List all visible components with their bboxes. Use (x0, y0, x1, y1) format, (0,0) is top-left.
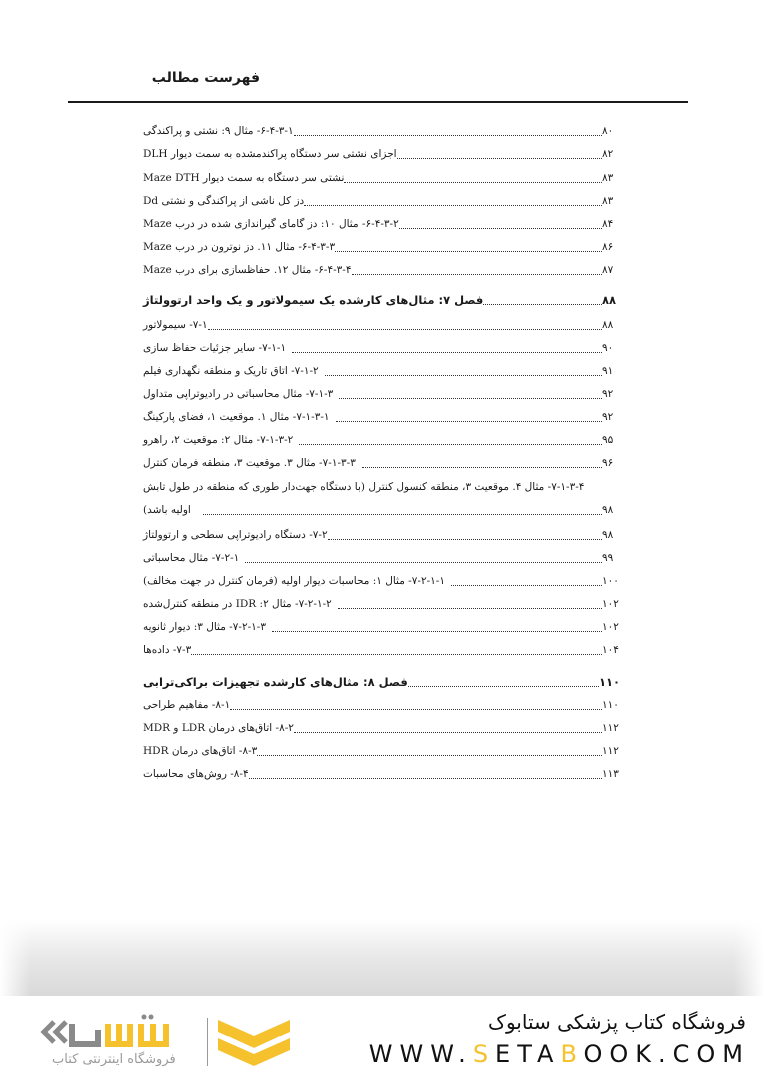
toc-entry[interactable] (140, 338, 622, 358)
toc-entry-page: ۱۰۲ (602, 621, 619, 633)
toc-chapter-7[interactable] (140, 290, 622, 310)
logo-tagline: فروشگاه اینترنتی کتاب (52, 1052, 176, 1067)
leader-dots (191, 653, 602, 655)
toc-entry[interactable] (140, 718, 622, 738)
leader-dots (399, 227, 602, 229)
store-name: فروشگاه کتاب پزشکی ستابوک (488, 1010, 746, 1034)
leader-dots (339, 397, 602, 399)
toc-entry-title: ۷-۲-۱-۲- مثال ۲: IDR در منطقه کنترل‌شده (143, 598, 332, 610)
toc-entry-title: ۷-۳- داده‌ها (143, 644, 192, 656)
toc-entry-page: ۱۱۲ (602, 722, 619, 734)
toc-entry[interactable] (140, 315, 622, 335)
leader-dots (328, 538, 602, 540)
toc-entry-title: فصل ۷: مثال‌های کارشده یک سیمولاتور و یک واحد ارتوولتاژ (143, 293, 484, 307)
toc-entry[interactable] (140, 453, 622, 473)
leader-dots (294, 731, 602, 733)
toc-entry-title: نشتی سر دستگاه به سمت دیوار Maze DTH (143, 172, 345, 184)
toc-entry-page: ۸۸ (602, 319, 614, 331)
leader-dots (344, 181, 602, 183)
toc-entry-title: ۷-۱-۳- مثال محاسباتی در رادیوتراپی متداول (143, 388, 334, 400)
toc-entry[interactable] (140, 214, 622, 234)
toc-entry[interactable] (140, 548, 622, 568)
toc-entry[interactable] (140, 640, 622, 660)
toc-entry[interactable] (140, 594, 622, 614)
toc-entry-title: ۷-۲-۱- مثال محاسباتی (143, 552, 240, 564)
setabook-wordmark-icon[interactable] (40, 1014, 200, 1050)
leader-dots (408, 685, 599, 687)
leader-dots (292, 351, 602, 353)
toc-entry[interactable] (140, 260, 622, 280)
toc-entry-title: ۷-۱- سیمولاتور (143, 319, 208, 331)
toc-entry-title: ۶-۴-۳-۲- مثال ۱۰: دز گامای گیراندازی شده در درب Maze (143, 218, 399, 230)
toc-entry-page: ۱۱۰ (602, 699, 619, 711)
toc-entry-page: ۹۲ (602, 411, 614, 423)
toc-entry-title: ۸-۲- اتاق‌های درمان LDR و MDR (143, 722, 294, 734)
toc-entry-title: فصل ۸: مثال‌های کارشده تجهیزات براکی‌ترابی (143, 675, 408, 689)
toc-entry[interactable] (140, 571, 622, 591)
toc-entry[interactable] (140, 617, 622, 637)
toc-entry-page: ۸۲ (602, 148, 614, 160)
toc-entry-title: دز کل ناشی از پراکندگی و نشتی Dd (143, 195, 305, 207)
toc-entry-page: ۹۶ (602, 457, 614, 469)
url-eta: ETA (495, 1040, 561, 1068)
leader-dots (397, 157, 602, 159)
toc-entry-page: ۸۷ (602, 264, 614, 276)
toc-entry-title: ۸-۳- اتاق‌های درمان HDR (143, 745, 258, 757)
url-prefix: WWW. (368, 1040, 473, 1068)
toc-entry[interactable] (140, 384, 622, 404)
toc-entry[interactable] (140, 430, 622, 450)
toc-entry-page: ۱۰۰ (602, 575, 619, 587)
toc-entry[interactable] (140, 237, 622, 257)
toc-entry-page: ۸۳ (602, 195, 614, 207)
leader-dots (208, 328, 602, 330)
toc-entry-page: ۱۱۳ (602, 768, 619, 780)
url-highlight-s: S (472, 1040, 496, 1068)
leader-dots (272, 630, 602, 632)
toc-entry-title: ۸-۴- روش‌های محاسبات (143, 768, 249, 780)
toc-entry-page: ۹۹ (602, 552, 614, 564)
leader-dots (338, 607, 602, 609)
toc-entry[interactable] (140, 741, 622, 761)
toc-entry[interactable] (140, 144, 622, 164)
toc-entry-title: ۷-۲-۱-۱- مثال ۱: محاسبات دیوار اولیه (فرمان کنترل در جهت مخالف) (143, 575, 445, 587)
toc-entry-page: ۸۶ (602, 241, 614, 253)
page-bottom-shadow (0, 920, 764, 996)
toc-chapter-8[interactable] (140, 672, 622, 692)
toc-entry-title: ۷-۲- دستگاه رادیوتراپی سطحی و ارتوولتاژ (143, 529, 328, 541)
leader-dots (336, 420, 602, 422)
toc-entry-title: ۷-۲-۱-۳- مثال ۳: دیوار ثانویه (143, 621, 266, 633)
toc-entry-title: ۶-۴-۳-۱- مثال ۹: نشتی و پراکندگی (143, 125, 294, 137)
page-title: فهرست مطالب (151, 70, 260, 86)
leader-dots (304, 204, 602, 206)
toc-entry-title: اجزای نشتی سر دستگاه پراکندمشده به سمت دیوار DLH (143, 148, 397, 160)
toc-entry-page: ۱۱۰ (598, 675, 620, 689)
leader-dots (299, 443, 602, 445)
toc-entry-title: ۷-۱-۲- اتاق تاریک و منطقه نگهداری فیلم (143, 365, 319, 377)
toc-entry-page: ۸۸ (602, 293, 617, 307)
toc-entry[interactable] (140, 525, 622, 545)
toc-entry-page: ۹۸ (602, 529, 614, 541)
logo-divider (207, 1018, 208, 1066)
leader-dots (451, 584, 602, 586)
leader-dots (230, 708, 602, 710)
toc-entry[interactable] (140, 121, 622, 141)
toc-entry[interactable] (140, 191, 622, 211)
toc-entry-page: ۹۰ (602, 342, 614, 354)
toc-entry-page: ۹۸ (602, 504, 614, 516)
toc-entry-page: ۹۱ (602, 365, 614, 377)
toc-entry-title: ۸-۱- مفاهیم طراحی (143, 699, 231, 711)
toc-entry[interactable] (140, 695, 622, 715)
toc-entry-title: ۶-۴-۳-۳- مثال ۱۱. دز نوترون در درب Maze (143, 241, 336, 253)
leader-dots (203, 513, 602, 515)
toc-entry[interactable] (140, 168, 622, 188)
toc-entry-page: ۸۴ (602, 218, 614, 230)
toc-entry[interactable] (140, 361, 622, 381)
leader-dots (294, 134, 602, 136)
url-suffix: OOK.COM (583, 1040, 750, 1068)
toc-entry-title: ۷-۱-۳-۲- مثال ۲: موقعیت ۲، راهرو (143, 434, 294, 446)
toc-entry-title: اولیه باشد) (143, 504, 191, 516)
toc-entry-page: ۱۱۲ (602, 745, 619, 757)
toc-entry[interactable] (140, 407, 622, 427)
toc-entry-continued[interactable] (140, 500, 622, 520)
store-banner (0, 996, 764, 1080)
toc-entry-title: ۷-۱-۳-۴- مثال ۴. موقعیت ۳، منطقه کنسول کنترل (با دستگاه جهت‌دار طوری که منطقه در طول تابش (143, 481, 585, 493)
toc-entry-page: ۱۰۴ (602, 644, 619, 656)
toc-entry-page: ۹۲ (602, 388, 614, 400)
store-url-link[interactable] (369, 1040, 750, 1068)
leader-dots (257, 754, 602, 756)
toc-entry-page: ۹۵ (602, 434, 614, 446)
leader-dots (362, 466, 602, 468)
toc-entry-page: ۱۰۲ (602, 598, 619, 610)
toc-entry-title: ۷-۱-۱- سایر جزئیات حفاظ سازی (143, 342, 287, 354)
toc-entry-title: ۷-۱-۳-۱- مثال ۱. موقعیت ۱، فضای پارکینگ (143, 411, 330, 423)
leader-dots (335, 250, 602, 252)
leader-dots (245, 561, 602, 563)
leader-dots (325, 374, 602, 376)
toc-entry[interactable] (140, 764, 622, 784)
toc-entry-title: ۶-۴-۳-۴- مثال ۱۲. حفاظسازی برای درب Maze (143, 264, 352, 276)
leader-dots (483, 303, 602, 305)
header-rule (68, 101, 688, 103)
toc-entry-page: ۸۳ (602, 172, 614, 184)
toc-entry[interactable] (140, 477, 622, 497)
url-highlight-b: B (560, 1040, 584, 1068)
leader-dots (352, 273, 603, 275)
leader-dots (249, 777, 602, 779)
setabook-chevron-logo-icon[interactable] (218, 1014, 290, 1074)
toc-entry-page: ۸۰ (602, 125, 614, 137)
toc-entry-title: ۷-۱-۳-۳- مثال ۳. موقعیت ۳، منطقه فرمان کنترل (143, 457, 356, 469)
